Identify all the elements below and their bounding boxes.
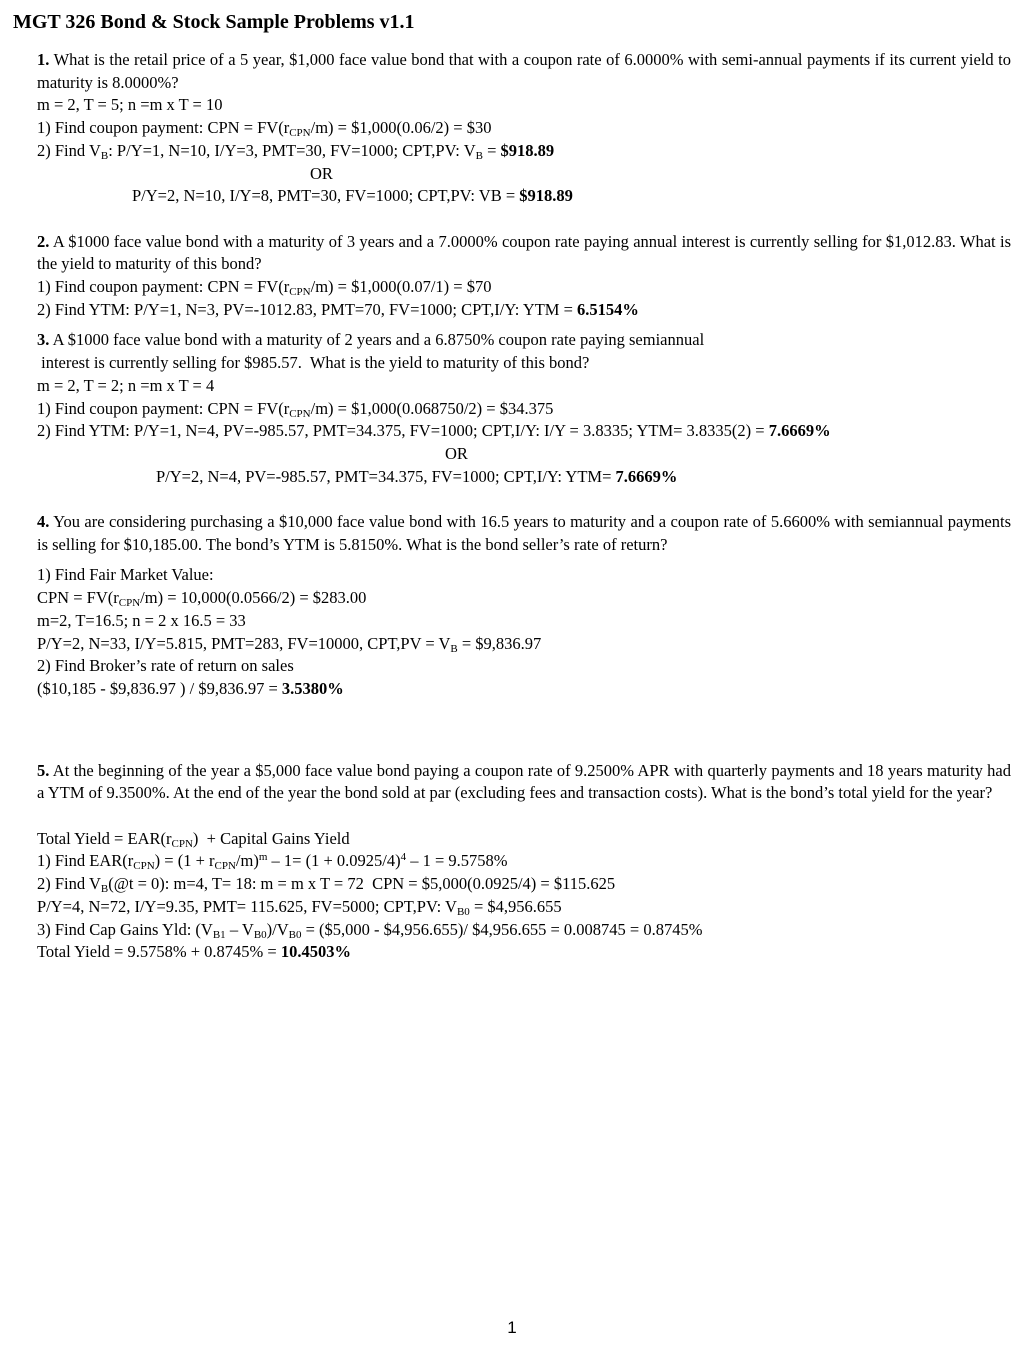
solution-line: 1) Find coupon payment: CPN = $FV(r_{CPN}/m)$ = $1,000(0.068750/2) = $34.375 xyxy=(37,398,554,420)
answer: $918.89 xyxy=(519,186,573,206)
problem-4-question xyxy=(37,511,1011,556)
document-title: MGT 326 Bond & Stock Sample Problems v1.1 xyxy=(13,11,415,33)
solution-line: 2) Find YTM: P/Y=1, N=4, PV=-985.57, PMT=34.375, FV=1000; CPT,I/Y: I/Y = 3.8335; YTM= 3.8335(2) = 7.6669% xyxy=(37,421,831,441)
solution-line: 2) Find Broker’s rate of return on sales xyxy=(37,656,294,676)
solution-line: 2) Find $V_B(@t = 0)$: m=4, T= 18: m = m x T = 72 CPN = $5,000(0.0925/4) = $115.625 xyxy=(37,874,616,896)
spacer xyxy=(37,321,1011,329)
answer: 3.5380% xyxy=(281,678,344,698)
solution-line: 1) Find $EAR(r_{CPN}) = (1 + r_{CPN}/m)^m - 1= (1 + 0.0925/4)^4 - 1 = 9.5758\%$ xyxy=(37,851,508,873)
solution-line: 2) Find YTM: P/Y=1, N=3, PV=-1012.83, PMT=70, FV=1000; CPT,I/Y: YTM = 6.5154% xyxy=(37,299,639,319)
solution-line: m=2, T=16.5; n = 2 x 16.5 = 33 xyxy=(37,610,246,630)
question-text: You are considering purchasing a $10,000 face value bond with 16.5 years to maturity and a coupon rate of 5.6600% with semiannual payments is selling for $10,185.00. The bond’s YTM is 5.8150%. What is the bond seller’s rate of return? xyxy=(37,512,1011,554)
problem-2 xyxy=(37,231,1011,322)
answer: $918.89 xyxy=(500,140,555,160)
question-text: interest is currently selling for $985.57. What is the yield to maturity of this bond? xyxy=(37,353,590,373)
problem-number: 2. xyxy=(37,231,50,251)
answer: 7.6669% xyxy=(615,466,678,486)
or-separator: OR xyxy=(445,443,468,463)
solution-line: 1) Find coupon payment: CPN = $FV(r_{CPN}/m)$ = $1,000(0.06/2) = $30 xyxy=(37,118,492,140)
problem-2-question xyxy=(37,231,1011,276)
solution-line: P/Y=2, N=33, I/Y=5.815, PMT=283, FV=10000, $CPT,PV = V_B$ = $9,836.97 xyxy=(37,633,542,655)
solution-line: P/Y=2, N=4, PV=-985.57, PMT=34.375, FV=1000; CPT,I/Y: YTM= 7.6669% xyxy=(156,466,678,486)
question-text: At the beginning of the year a $5,000 face value bond paying a coupon rate of 9.2500% APR with quarterly payments and 18 years maturity had a YTM of 9.3500%. At the end of the year the bond sold at par (excluding fees and transaction costs). What is the bond’s total yield for the year? xyxy=(37,760,1011,803)
question-text: What is the retail price of a 5 year, $1,000 face value bond that with a coupon rate of 6.0000% with semi-annual payments if its current yield to maturity is 8.0000%? xyxy=(37,50,1011,92)
problem-1-question xyxy=(37,49,1011,94)
solution-line: 1) Find coupon payment: CPN = $FV(r_{CPN}/m)$ = $1,000(0.07/1) = $70 xyxy=(37,277,492,299)
spacer xyxy=(37,556,1011,564)
problem-3 xyxy=(37,329,1011,488)
problem-number: 1. xyxy=(37,50,50,69)
problem-5 xyxy=(37,760,1011,964)
problem-number: 4. xyxy=(37,512,50,532)
answer: 7.6669% xyxy=(768,421,831,441)
problem-3-question xyxy=(37,329,1011,352)
solution-line: m = 2, T = 5; n =m x T = 10 xyxy=(37,95,223,115)
spacer xyxy=(37,805,1011,828)
solution-line: ($10,185 - $9,836.97 ) / $9,836.97 = 3.5380% xyxy=(37,678,344,698)
answer: 10.4503% xyxy=(280,942,351,962)
spacer xyxy=(37,488,1011,511)
document-body xyxy=(37,49,1011,964)
problem-number: 3. xyxy=(37,330,50,350)
solution-line: P/Y=4, N=72, I/Y=9.35, PMT= 115.625, FV=5000; CPT,PV: $V_{B0}$ = $4,956.655 xyxy=(37,896,562,918)
problem-5-question xyxy=(37,760,1011,805)
question-text: A $1000 face value bond with a maturity of 3 years and a 7.0000% coupon rate paying annual interest is currently selling for $1,012.83. What is the yield to maturity of this bond? xyxy=(37,231,1011,274)
or-separator: OR xyxy=(310,163,333,183)
solution-line: P/Y=2, N=10, I/Y=8, PMT=30, FV=1000; CPT,PV: VB = $918.89 xyxy=(132,186,573,206)
answer: 6.5154% xyxy=(577,299,639,319)
solution-line: CPN = $FV(r_{CPN}/m) = 10,000(0.0566/2)$ = $283.00 xyxy=(37,588,367,610)
page-number: 1 xyxy=(507,1318,517,1337)
solution-line: 1) Find Fair Market Value: xyxy=(37,565,214,585)
problem-number: 5. xyxy=(37,760,50,780)
solution-line: Total Yield = 9.5758% + 0.8745% = 10.4503% xyxy=(37,942,351,962)
spacer xyxy=(37,208,1011,231)
spacer xyxy=(37,701,1011,760)
question-text: A $1000 face value bond with a maturity of 2 years and a 6.8750% coupon rate paying semiannual xyxy=(52,330,705,350)
problem-1 xyxy=(37,49,1011,208)
solution-line: m = 2, T = 2; n =m x T = 4 xyxy=(37,375,215,395)
problem-4 xyxy=(37,511,1011,701)
solution-line: 2) Find $V_B$: P/Y=1, N=10, I/Y=3, PMT=30, FV=1000; CPT,PV: $V_B$ = $918.89 xyxy=(37,140,555,162)
solution-line: Total Yield = $EAR(r_{CPN})$ + Capital Gains Yield xyxy=(37,828,350,850)
solution-line: 3) Find Cap Gains Yld: $(V_{B1} - V_{B0})/V_{B0}$ = ($5,000 - $4,956.655)/ $4,956.655 = 0.008745 = 0.8745% xyxy=(37,919,703,941)
